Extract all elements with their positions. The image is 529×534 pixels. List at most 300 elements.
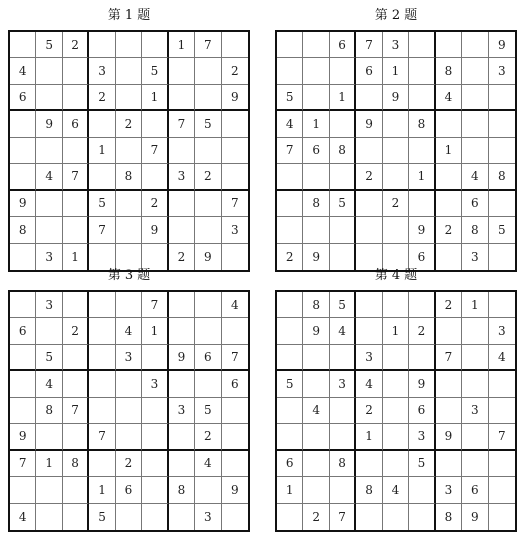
sudoku-cell	[142, 504, 168, 530]
puzzle-title: 第 2 题	[374, 8, 418, 23]
sudoku-cell: 2	[409, 318, 435, 344]
sudoku-cell: 2	[436, 217, 462, 243]
sudoku-cell: 8	[63, 451, 89, 477]
sudoku-cell: 5	[277, 85, 303, 111]
sudoku-cell	[436, 32, 462, 58]
sudoku-cell	[89, 318, 115, 344]
sudoku-cell: 9	[356, 111, 382, 137]
sudoku-cell: 4	[222, 292, 248, 318]
sudoku-cell: 4	[36, 371, 62, 397]
sudoku-cell	[409, 477, 435, 503]
sudoku-cell: 1	[89, 477, 115, 503]
sudoku-cell	[409, 292, 435, 318]
sudoku-cell	[277, 217, 303, 243]
sudoku-cell	[10, 111, 36, 137]
sudoku-cell: 9	[169, 345, 195, 371]
sudoku-cell	[142, 111, 168, 137]
sudoku-cell: 4	[436, 85, 462, 111]
sudoku-cell: 7	[63, 164, 89, 190]
sudoku-cell	[195, 58, 221, 84]
sudoku-cell: 7	[142, 292, 168, 318]
sudoku-cell	[10, 477, 36, 503]
sudoku-cell: 3	[142, 371, 168, 397]
sudoku-cell: 4	[36, 164, 62, 190]
sudoku-cell	[142, 164, 168, 190]
sudoku-cell	[462, 451, 488, 477]
sudoku-cell	[63, 371, 89, 397]
sudoku-cell: 8	[489, 164, 515, 190]
sudoku-cell: 8	[330, 451, 356, 477]
sudoku-cell	[116, 371, 142, 397]
sudoku-cell	[142, 345, 168, 371]
sudoku-cell	[277, 504, 303, 530]
sudoku-cell	[436, 398, 462, 424]
sudoku-cell	[116, 504, 142, 530]
sudoku-cell: 9	[383, 85, 409, 111]
sudoku-cell: 1	[436, 138, 462, 164]
sudoku-cell	[169, 504, 195, 530]
sudoku-cell	[63, 58, 89, 84]
sudoku-cell	[169, 451, 195, 477]
sudoku-cell	[489, 292, 515, 318]
sudoku-cell: 1	[89, 138, 115, 164]
sudoku-cell: 2	[303, 504, 329, 530]
sudoku-cell	[330, 398, 356, 424]
sudoku-cell	[63, 477, 89, 503]
sudoku-cell: 1	[169, 32, 195, 58]
sudoku-cell	[63, 424, 89, 450]
sudoku-cell	[89, 292, 115, 318]
sudoku-cell: 6	[409, 244, 435, 270]
sudoku-cell	[489, 477, 515, 503]
sudoku-cell	[330, 217, 356, 243]
sudoku-cell	[330, 58, 356, 84]
sudoku-cell: 7	[169, 111, 195, 137]
sudoku-cell	[222, 504, 248, 530]
sudoku-cell	[303, 58, 329, 84]
sudoku-cell: 6	[409, 398, 435, 424]
sudoku-cell	[462, 371, 488, 397]
sudoku-cell: 1	[277, 477, 303, 503]
sudoku-grid	[275, 30, 517, 272]
sudoku-cell	[409, 138, 435, 164]
sudoku-cell	[409, 32, 435, 58]
sudoku-cell: 6	[356, 58, 382, 84]
sudoku-cell: 9	[489, 32, 515, 58]
sudoku-cell	[436, 111, 462, 137]
sudoku-cell: 5	[142, 58, 168, 84]
sudoku-cell: 9	[462, 504, 488, 530]
sudoku-cell: 5	[277, 371, 303, 397]
sudoku-cell: 8	[462, 217, 488, 243]
sudoku-cell: 9	[303, 318, 329, 344]
sudoku-cell: 7	[142, 138, 168, 164]
sudoku-cell	[222, 111, 248, 137]
sudoku-cell: 2	[356, 398, 382, 424]
sudoku-cell	[277, 32, 303, 58]
sudoku-cell: 3	[462, 398, 488, 424]
sudoku-cell	[356, 292, 382, 318]
sudoku-cell	[63, 85, 89, 111]
sudoku-cell	[356, 138, 382, 164]
sudoku-cell	[10, 345, 36, 371]
sudoku-cell	[63, 504, 89, 530]
sudoku-cell	[36, 138, 62, 164]
sudoku-cell: 3	[36, 292, 62, 318]
puzzle-1	[8, 6, 250, 272]
sudoku-cell	[169, 58, 195, 84]
sudoku-cell	[383, 398, 409, 424]
sudoku-cell	[356, 217, 382, 243]
sudoku-cell: 8	[409, 111, 435, 137]
sudoku-cell: 6	[10, 318, 36, 344]
sudoku-cell: 1	[63, 244, 89, 270]
sudoku-cell	[89, 345, 115, 371]
sudoku-cell	[436, 451, 462, 477]
sudoku-cell: 6	[303, 138, 329, 164]
sudoku-cell	[383, 424, 409, 450]
sudoku-cell: 7	[10, 451, 36, 477]
sudoku-cell	[436, 371, 462, 397]
sudoku-cell: 9	[409, 371, 435, 397]
sudoku-cell	[277, 191, 303, 217]
sudoku-cell: 2	[195, 164, 221, 190]
sudoku-cell: 4	[356, 371, 382, 397]
sudoku-cell	[356, 191, 382, 217]
sudoku-cell	[116, 32, 142, 58]
sudoku-cell	[303, 424, 329, 450]
sudoku-cell: 9	[195, 244, 221, 270]
sudoku-cell: 5	[36, 345, 62, 371]
sudoku-cell	[222, 424, 248, 450]
sudoku-cell	[303, 164, 329, 190]
sudoku-cell	[356, 451, 382, 477]
sudoku-cell: 1	[409, 164, 435, 190]
sudoku-cell	[63, 138, 89, 164]
sudoku-cell	[36, 217, 62, 243]
sudoku-cell	[436, 318, 462, 344]
sudoku-grid	[8, 290, 250, 532]
sudoku-cell: 6	[116, 477, 142, 503]
sudoku-cell: 7	[356, 32, 382, 58]
sudoku-cell	[116, 217, 142, 243]
sudoku-cell	[277, 424, 303, 450]
sudoku-cell	[303, 217, 329, 243]
sudoku-cell: 1	[383, 318, 409, 344]
sudoku-cell	[330, 111, 356, 137]
sudoku-cell	[303, 371, 329, 397]
puzzle-title: 第 3 题	[107, 268, 151, 283]
sudoku-cell: 2	[383, 191, 409, 217]
sudoku-cell: 5	[195, 398, 221, 424]
sudoku-cell	[409, 191, 435, 217]
sudoku-cell: 4	[195, 451, 221, 477]
sudoku-cell	[116, 58, 142, 84]
sudoku-cell	[36, 58, 62, 84]
sudoku-cell: 2	[63, 318, 89, 344]
sudoku-cell	[222, 32, 248, 58]
sudoku-cell	[63, 217, 89, 243]
sudoku-cell: 8	[436, 58, 462, 84]
sudoku-cell: 9	[436, 424, 462, 450]
sudoku-cell	[169, 424, 195, 450]
sudoku-cell	[116, 424, 142, 450]
sudoku-cell: 4	[303, 398, 329, 424]
sudoku-cell	[222, 318, 248, 344]
sudoku-cell	[89, 451, 115, 477]
sudoku-cell	[195, 217, 221, 243]
sudoku-cell	[116, 191, 142, 217]
sudoku-cell: 9	[409, 217, 435, 243]
sudoku-cell	[169, 85, 195, 111]
sudoku-cell: 2	[195, 424, 221, 450]
sudoku-cell: 2	[356, 164, 382, 190]
sudoku-cell	[462, 85, 488, 111]
sudoku-cell: 1	[330, 85, 356, 111]
sudoku-cell	[10, 32, 36, 58]
sudoku-cell: 5	[36, 32, 62, 58]
sudoku-cell: 3	[36, 244, 62, 270]
sudoku-cell	[142, 477, 168, 503]
sudoku-cell	[330, 424, 356, 450]
sudoku-cell	[36, 85, 62, 111]
sudoku-cell	[489, 504, 515, 530]
sudoku-cell	[142, 32, 168, 58]
sudoku-cell	[142, 451, 168, 477]
sudoku-cell	[169, 191, 195, 217]
puzzle-4	[275, 266, 517, 532]
sudoku-cell	[195, 477, 221, 503]
sudoku-cell: 7	[195, 32, 221, 58]
sudoku-cell	[222, 398, 248, 424]
sudoku-cell: 1	[462, 292, 488, 318]
sudoku-cell	[277, 345, 303, 371]
sudoku-cell: 4	[330, 318, 356, 344]
sudoku-cell: 8	[330, 138, 356, 164]
sudoku-cell	[63, 191, 89, 217]
sudoku-cell: 7	[277, 138, 303, 164]
sudoku-cell	[356, 85, 382, 111]
sudoku-cell	[462, 345, 488, 371]
sudoku-cell	[116, 138, 142, 164]
sudoku-cell: 3	[436, 477, 462, 503]
sudoku-cell	[116, 292, 142, 318]
sudoku-cell: 8	[10, 217, 36, 243]
sudoku-cell	[489, 371, 515, 397]
sudoku-cell	[277, 318, 303, 344]
sudoku-cell	[383, 164, 409, 190]
sudoku-cell	[356, 504, 382, 530]
sudoku-cell: 4	[10, 504, 36, 530]
sudoku-cell	[489, 85, 515, 111]
sudoku-cell	[277, 164, 303, 190]
sudoku-cell: 3	[169, 398, 195, 424]
sudoku-cell: 8	[303, 292, 329, 318]
sudoku-cell	[195, 292, 221, 318]
sudoku-cell: 4	[489, 345, 515, 371]
sudoku-cell: 5	[89, 191, 115, 217]
sudoku-cell	[10, 292, 36, 318]
sudoku-cell	[436, 191, 462, 217]
sudoku-cell	[462, 318, 488, 344]
sudoku-cell	[169, 217, 195, 243]
sudoku-cell: 4	[383, 477, 409, 503]
sudoku-cell	[436, 164, 462, 190]
sudoku-cell	[195, 85, 221, 111]
sudoku-cell	[169, 318, 195, 344]
sudoku-cell: 2	[142, 191, 168, 217]
sudoku-cell: 8	[169, 477, 195, 503]
puzzle-2	[275, 6, 517, 272]
sudoku-cell: 1	[303, 111, 329, 137]
sudoku-cell: 5	[409, 451, 435, 477]
sudoku-cell: 9	[10, 424, 36, 450]
sudoku-cell	[142, 424, 168, 450]
sudoku-cell: 5	[489, 217, 515, 243]
sudoku-cell	[116, 398, 142, 424]
sudoku-cell	[383, 111, 409, 137]
sudoku-cell	[195, 191, 221, 217]
sudoku-cell: 5	[330, 191, 356, 217]
sudoku-cell: 2	[169, 244, 195, 270]
sudoku-cell: 6	[462, 477, 488, 503]
sudoku-cell	[89, 111, 115, 137]
sudoku-cell: 3	[89, 58, 115, 84]
sudoku-cell	[330, 477, 356, 503]
sudoku-cell: 6	[195, 345, 221, 371]
sudoku-cell: 3	[356, 345, 382, 371]
sudoku-cell: 2	[277, 244, 303, 270]
sudoku-cell	[36, 424, 62, 450]
sudoku-cell: 9	[142, 217, 168, 243]
sudoku-cell: 2	[222, 58, 248, 84]
sudoku-cell	[63, 345, 89, 371]
sudoku-cell: 5	[195, 111, 221, 137]
sudoku-cell	[303, 451, 329, 477]
sudoku-cell	[36, 191, 62, 217]
sudoku-cell: 3	[330, 371, 356, 397]
sudoku-cell: 4	[277, 111, 303, 137]
sudoku-cell	[383, 451, 409, 477]
sudoku-cell	[489, 138, 515, 164]
sudoku-cell: 3	[462, 244, 488, 270]
sudoku-cell: 9	[222, 85, 248, 111]
sudoku-cell: 6	[277, 451, 303, 477]
sudoku-cell	[303, 32, 329, 58]
sudoku-cell: 6	[462, 191, 488, 217]
sudoku-cell	[10, 138, 36, 164]
sudoku-cell	[169, 371, 195, 397]
sudoku-cell	[36, 504, 62, 530]
sudoku-cell	[383, 138, 409, 164]
sudoku-cell: 4	[10, 58, 36, 84]
sudoku-cell: 7	[222, 191, 248, 217]
sudoku-cell	[356, 318, 382, 344]
sudoku-cell: 7	[330, 504, 356, 530]
sudoku-cell	[409, 504, 435, 530]
sudoku-cell	[462, 424, 488, 450]
sudoku-cell: 7	[489, 424, 515, 450]
sudoku-cell	[89, 398, 115, 424]
sudoku-cell: 4	[116, 318, 142, 344]
sudoku-cell	[195, 318, 221, 344]
sudoku-cell: 3	[222, 217, 248, 243]
sudoku-cell	[330, 345, 356, 371]
sudoku-grid	[8, 30, 250, 272]
sudoku-cell: 7	[63, 398, 89, 424]
sudoku-cell: 3	[383, 32, 409, 58]
sudoku-cell: 3	[489, 58, 515, 84]
sudoku-cell	[222, 164, 248, 190]
sudoku-cell: 7	[89, 217, 115, 243]
sudoku-cell: 6	[63, 111, 89, 137]
sudoku-grid	[275, 290, 517, 532]
sudoku-cell: 3	[169, 164, 195, 190]
sudoku-cell: 3	[195, 504, 221, 530]
sudoku-cell	[142, 398, 168, 424]
sudoku-cell	[10, 164, 36, 190]
sudoku-cell	[303, 85, 329, 111]
sudoku-cell	[169, 292, 195, 318]
sudoku-cell	[409, 345, 435, 371]
sudoku-cell	[195, 138, 221, 164]
sudoku-cell	[383, 345, 409, 371]
sudoku-cell: 4	[462, 164, 488, 190]
sudoku-cell	[409, 58, 435, 84]
sudoku-cell: 8	[356, 477, 382, 503]
sudoku-cell: 6	[222, 371, 248, 397]
puzzle-title: 第 1 题	[107, 8, 151, 23]
sudoku-cell	[10, 398, 36, 424]
sudoku-cell: 3	[116, 345, 142, 371]
sudoku-cell	[462, 138, 488, 164]
sudoku-cell	[303, 477, 329, 503]
sudoku-cell	[222, 138, 248, 164]
sudoku-cell: 5	[330, 292, 356, 318]
sudoku-cell	[63, 292, 89, 318]
puzzle-3	[8, 266, 250, 532]
sudoku-cell: 6	[330, 32, 356, 58]
sudoku-cell	[462, 32, 488, 58]
sudoku-cell: 1	[142, 85, 168, 111]
sudoku-cell: 9	[10, 191, 36, 217]
sudoku-cell: 8	[116, 164, 142, 190]
sudoku-cell	[222, 451, 248, 477]
sudoku-cell: 7	[222, 345, 248, 371]
sudoku-cell	[409, 85, 435, 111]
sudoku-cell: 2	[436, 292, 462, 318]
sudoku-cell: 8	[436, 504, 462, 530]
sudoku-cell: 8	[303, 191, 329, 217]
sudoku-cell	[489, 451, 515, 477]
sudoku-cell: 6	[10, 85, 36, 111]
sudoku-cell	[116, 85, 142, 111]
sudoku-cell: 8	[36, 398, 62, 424]
sudoku-cell: 2	[89, 85, 115, 111]
sudoku-cell: 9	[222, 477, 248, 503]
sudoku-cell	[383, 217, 409, 243]
sudoku-cell: 1	[142, 318, 168, 344]
sudoku-cell	[89, 371, 115, 397]
sudoku-cell	[89, 32, 115, 58]
sudoku-cell	[277, 292, 303, 318]
sudoku-cell	[277, 398, 303, 424]
sudoku-cell	[462, 58, 488, 84]
sudoku-cell: 2	[63, 32, 89, 58]
sudoku-cell: 9	[303, 244, 329, 270]
sudoku-cell	[330, 164, 356, 190]
sudoku-cell: 9	[36, 111, 62, 137]
